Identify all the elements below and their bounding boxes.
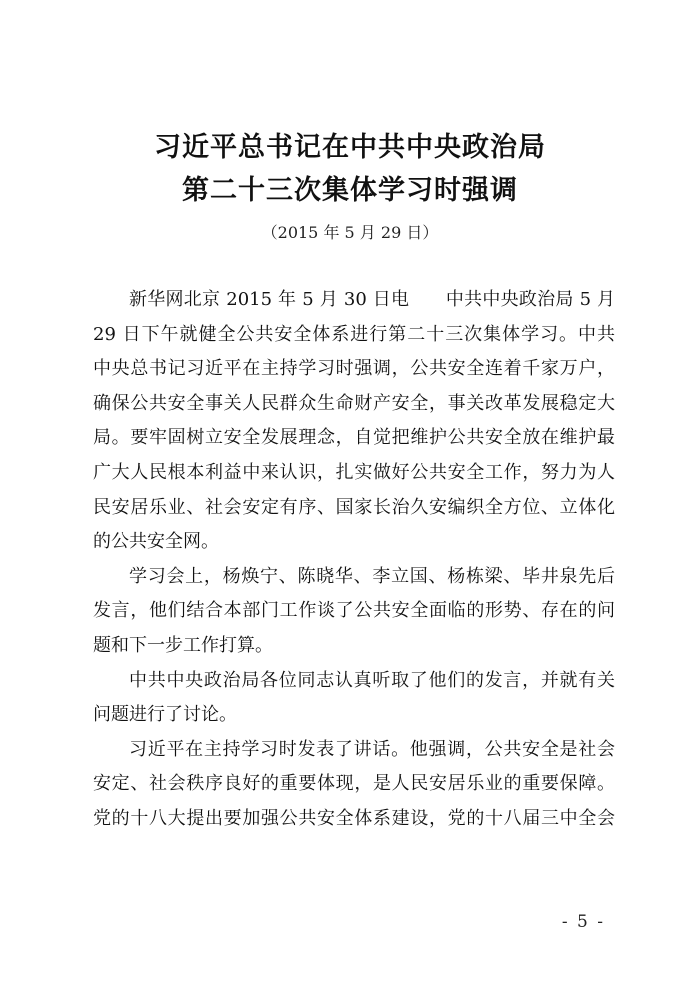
paragraph-line: 习近平在主持学习时发表了讲话。他强调，公共安全是社会 bbox=[129, 738, 615, 760]
paragraph-line: 问题进行了讨论。 bbox=[93, 704, 237, 726]
page-number: - 5 - bbox=[561, 912, 605, 932]
paragraph-4 bbox=[93, 733, 615, 837]
paragraph-line: 局。要牢固树立安全发展理念，自觉把维护公共安全放在维护最 bbox=[93, 427, 615, 449]
title-line-1: 习近平总书记在中共中央政治局 bbox=[154, 132, 546, 163]
paragraph-line: 发言，他们结合本部门工作谈了公共安全面临的形势、存在的问 bbox=[93, 600, 615, 622]
paragraph-1 bbox=[93, 283, 615, 560]
paragraph-line: 题和下一步工作打算。 bbox=[93, 634, 273, 656]
paragraph-line: 29 日下午就健全公共安全体系进行第二十三次集体学习。中共 bbox=[93, 323, 615, 345]
paragraph-line: 确保公共安全事关人民群众生命财产安全，事关改革发展稳定大 bbox=[93, 392, 615, 414]
paragraph-line: 学习会上，杨焕宁、陈晓华、李立国、杨栋梁、毕井泉先后 bbox=[129, 565, 615, 587]
paragraph-line: 广大人民根本利益中来认识，扎实做好公共安全工作，努力为人 bbox=[93, 461, 615, 483]
document-date: （2015 年 5 月 29 日） bbox=[261, 223, 439, 242]
paragraph-line: 安定、社会秩序良好的重要体现，是人民安居乐业的重要保障。 bbox=[93, 773, 615, 795]
paragraph-line: 新华网北京 2015 年 5 月 30 日电 中共中央政治局 5 月 bbox=[129, 289, 615, 310]
title-block bbox=[0, 126, 700, 246]
body-text bbox=[93, 283, 615, 837]
title-line-2: 第二十三次集体学习时强调 bbox=[182, 175, 518, 206]
paragraph-line: 党的十八大提出要加强公共安全体系建设，党的十八届三中全会 bbox=[93, 807, 615, 829]
paragraph-line: 的公共安全网。 bbox=[93, 531, 219, 553]
paragraph-line: 中共中央政治局各位同志认真听取了他们的发言，并就有关 bbox=[129, 669, 615, 691]
paragraph-line: 民安居乐业、社会安定有序、国家长治久安编织全方位、立体化 bbox=[93, 496, 615, 518]
paragraph-line: 中央总书记习近平在主持学习时强调，公共安全连着千家万户， bbox=[93, 358, 615, 380]
paragraph-3 bbox=[93, 664, 615, 733]
paragraph-2 bbox=[93, 560, 615, 664]
